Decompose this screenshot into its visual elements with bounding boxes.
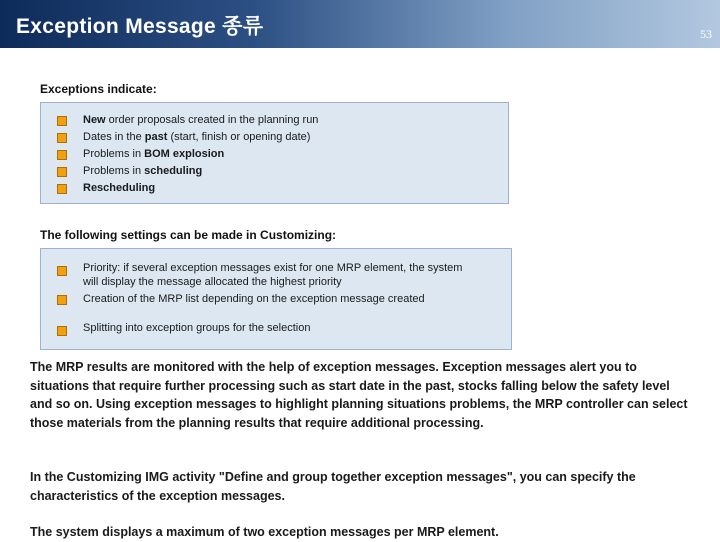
page-number: 53 [700, 27, 712, 41]
list-item: Dates in the past (start, finish or opening date) [57, 130, 310, 144]
list-item: Creation of the MRP list depending on the exception message created [57, 292, 425, 306]
customizing-heading: The following settings can be made in Customizing: [40, 228, 337, 242]
paragraph-max-messages: The system displays a maximum of two exception messages per MRP element. [30, 525, 499, 539]
paragraph-customizing-img: In the Customizing IMG activity "Define and group together exception messages", you can specify the characteristics of the exception messages. [30, 470, 636, 503]
list-item: New order proposals created in the planning run [57, 113, 318, 127]
slide-title: Exception Message 종류 [16, 15, 264, 38]
bullet-square-icon [57, 184, 67, 194]
exceptions-box [40, 102, 509, 204]
bullet-square-icon [57, 116, 67, 126]
exceptions-heading: Exceptions indicate: [40, 82, 157, 96]
bullet-square-icon [57, 150, 67, 160]
bullet-square-icon [57, 326, 67, 336]
list-item: Rescheduling [57, 181, 155, 195]
customizing-box [40, 248, 512, 350]
title-bar [0, 0, 720, 48]
bullet-square-icon [57, 167, 67, 177]
bullet-square-icon [57, 133, 67, 143]
list-item: Problems in BOM explosion [57, 147, 224, 161]
list-item: Priority: if several exception messages exist for one MRP element, the system will display the message allocated the highest priority [57, 261, 462, 289]
list-item: Splitting into exception groups for the selection [57, 321, 310, 336]
list-item: Problems in scheduling [57, 164, 202, 178]
bullet-square-icon [57, 295, 67, 305]
paragraph-mrp-results: The MRP results are monitored with the help of exception messages. Exception messages alert you to situations that require further processing such as start date in the past, stocks falling below the safety level and so on. Using exception messages to highlight planning situations problems, the MRP controller can select those materials from the planning results that require additional processing. [30, 360, 688, 430]
bullet-square-icon [57, 266, 67, 276]
